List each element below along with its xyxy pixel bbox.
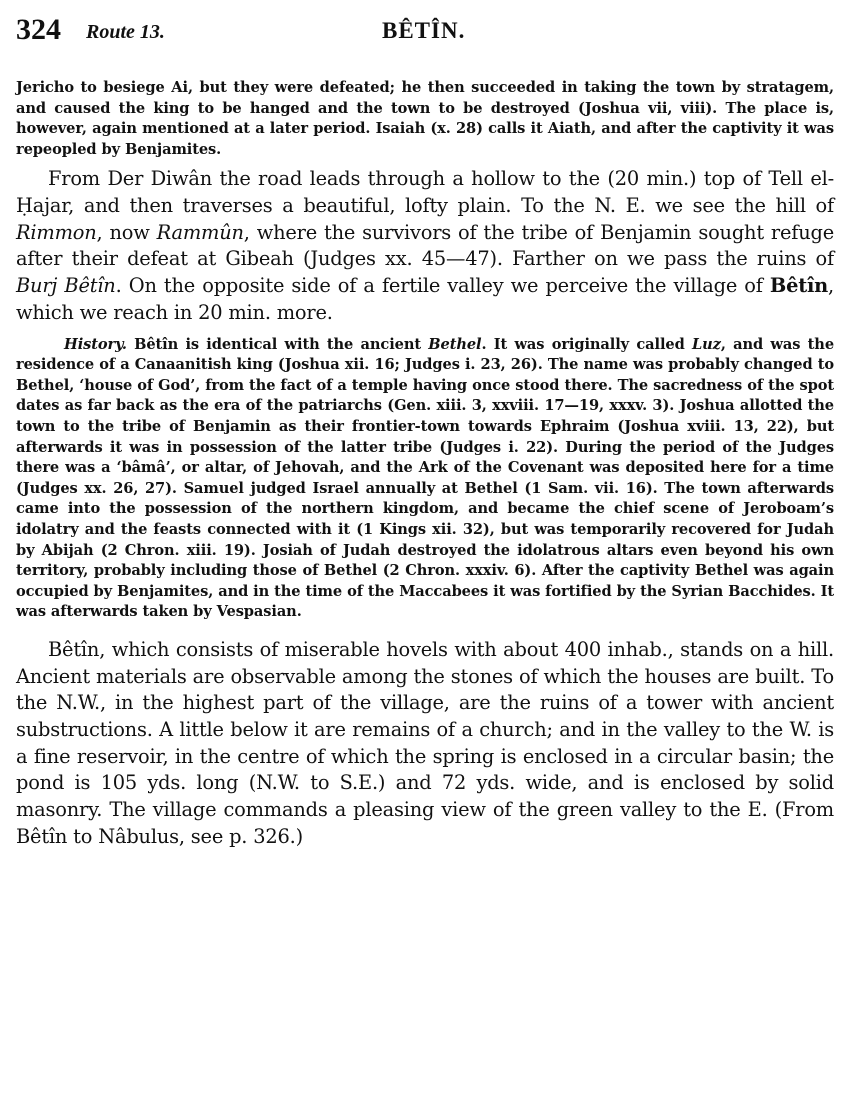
history-text-3: , and was the residence of a Canaanitish king (Joshua xii. 16; Judges i. 23, 26). The name was probably changed to Bethel, ‘house of God’, from the fact of a temple having once stood there. The sacredness of the spot dates as far back as the era of the patriarchs (Gen. xiii. 3, xxviii. 17—19, xxxv. 3). Joshua allotted the town to the tribe of Benjamin as their frontier-town towards Ephraim (Joshua xviii. 13, 22), but afterwards it was in possession of the latter tribe (Judges i. 22). During the period of the Judges there was a ‘bâmâ’, or altar, of Jehovah, and the Ark of the Covenant was deposited here for a time (Judges xx. 26, 27). Samuel judged Israel annually at Bethel (1 Sam. vii. 16). The town afterwards came into the possession of the northern kingdom, and became the chief scene of Jeroboam’s idolatry and the feasts connected with it (1 Kings xii. 32), but was temporarily recovered for Judah by Abijah (2 Chron. xiii. 19). Josiah of Judah destroyed the idolatrous altars even beyond his own territory, probably including those of Bethel (2 Chron. xxxiv. 6). After the captivity Bethel was again occupied by Benjamites, and in the time of the Maccabees it was fortified by the Syrian Bacchides. It was afterwards taken by Vespasian. xyxy=(16,335,835,621)
road-text-4: . On the opposite side of a fertile valley we perceive the village of xyxy=(115,274,770,298)
history-text-2: . It was originally called xyxy=(481,335,692,353)
burj-betin-name: Burj Bêtîn xyxy=(16,274,116,298)
place-title: BÊTÎN. xyxy=(382,18,466,43)
running-head xyxy=(16,12,834,52)
betin-name: Bêtîn xyxy=(769,274,829,298)
book-page xyxy=(16,12,834,851)
road-paragraph xyxy=(16,166,834,326)
luz-name: Luz xyxy=(692,335,721,353)
road-text-2: , now xyxy=(96,220,157,244)
history-text-1: Bêtîn is identical with the ancient xyxy=(126,335,429,353)
history-label: History. xyxy=(64,335,127,353)
rimmon-name: Rimmon xyxy=(16,220,97,244)
intro-paragraph: Jericho to besiege Ai, but they were defeated; he then succeeded in taking the town by stratagem, and caused the king to be hanged and the town to be destroyed (Joshua vii, viii). The place is, however, again mentioned at a later period. Isaiah (x. 28) calls it Aiath, and after the captivity it was repeopled by Benjamites. xyxy=(16,79,834,158)
road-text-3: , where the survivors of the tribe of Benjamin sought refuge after their defeat at Gibeah (Judges xx. 45—47). Farther on we pass the ruins of xyxy=(16,220,834,271)
village-paragraph: Bêtîn, which consists of miserable hovels with about 400 inhab., stands on a hill. Ancient materials are observable among the stones of which the houses are built. To the N.W., in the highest part of the village, are the ruins of a tower with ancient substructions. A little below it are remains of a church; and in the valley to the W. is a fine reservoir, in the centre of which the spring is enclosed in a circular basin; the pond is 105 yds. long (N.W. to S.E.) and 72 yds. wide, and is enclosed by solid masonry. The village commands a pleasing view of the green valley to the E. (From Bêtîn to Nâbulus, see p. 326.) xyxy=(16,637,834,848)
page-number: 324 xyxy=(16,13,61,46)
route-label: Route 13. xyxy=(86,21,165,43)
rammun-name: Rammûn xyxy=(156,220,244,244)
history-paragraph xyxy=(16,335,834,623)
road-text-1: From Der Diwân the road leads through a hollow to the (20 min.) top of Tell el-Ḥajar, and then traverses a beautiful, lofty plain. To the N. E. we see the hill of xyxy=(16,167,834,218)
road-text-5: , which we reach in 20 min. more. xyxy=(16,274,835,324)
bethel-name: Bethel xyxy=(428,335,482,353)
